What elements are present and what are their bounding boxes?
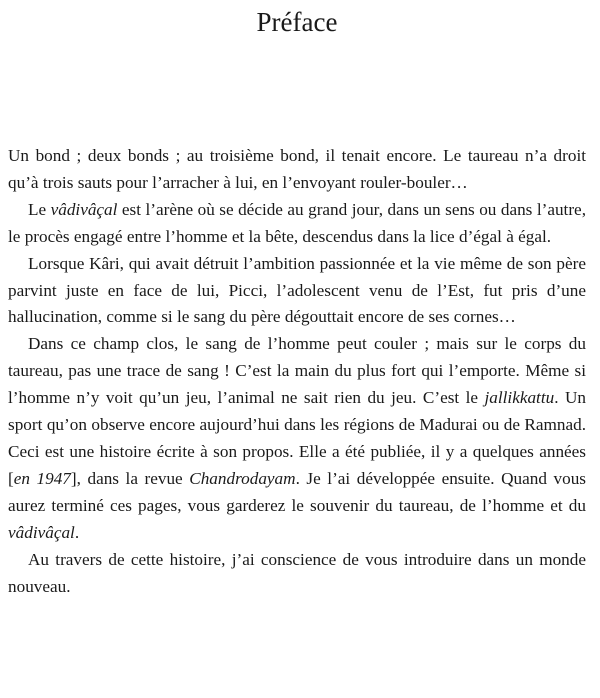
paragraph-text: Un bond ; deux bonds ; au troisième bond, il tenait encore. Le taureau n’a droit qu’à trois sauts pour l’arracher à lui, en l’envoyant rouler-bouler… [8, 146, 586, 192]
paragraph-text: ], dans la revue [70, 468, 190, 488]
italic-term: Chandrodayam [189, 468, 296, 488]
paragraph-text: est l’arène où se décide au grand jour, dans un sens ou dans l’autre, le procès engagé entre l’homme et la bête, descendus dans la lice d’égal à égal. [8, 199, 586, 246]
paragraph-5 [8, 547, 586, 601]
italic-term: jallikkattu [484, 388, 555, 408]
paragraph-text: Au travers de cette histoire, j’ai conscience de vous introduire dans un monde nouveau. [8, 549, 586, 596]
paragraph-text: Le [28, 199, 51, 219]
page-title: Préface [256, 7, 338, 37]
italic-term: en 1947 [13, 468, 71, 488]
paragraph-2 [8, 197, 586, 251]
paragraph-1 [8, 143, 586, 197]
italic-term: vâdivâçal [8, 522, 75, 542]
italic-term: vâdivâçal [50, 199, 118, 219]
preface-body [8, 143, 586, 600]
paragraph-text: . Un sport qu’on observe encore aujourd’hui dans les régions de Madurai ou de Ramnad. Ceci est une histoire écrite à son propos. Elle a été publiée, il y a quelques années [ [8, 388, 586, 488]
paragraph-text: . Je l’ai développée ensuite. Quand vous aurez terminé ces pages, vous garderez le souvenir du taureau, de l’homme et du [8, 468, 586, 515]
paragraph-3 [8, 251, 586, 332]
paragraph-4 [8, 331, 586, 546]
paragraph-text: . [74, 522, 80, 542]
paragraph-text: Lorsque Kâri, qui avait détruit l’ambition passionnée et la vie même de son père parvint juste en face de lui, Picci, l’adolescent venu de l’Est, fut pris d’une hallucination, comme si le sang du père dégouttait encore de ses cornes… [8, 253, 586, 327]
paragraph-text: Dans ce champ clos, le sang de l’homme peut couler ; mais sur le corps du taureau, pas une trace de sang ! C’est la main du plus fort qui l’emporte. Même si l’homme n’y voit qu’un jeu, l’animal ne sait rien du jeu. C’est le [8, 334, 586, 408]
